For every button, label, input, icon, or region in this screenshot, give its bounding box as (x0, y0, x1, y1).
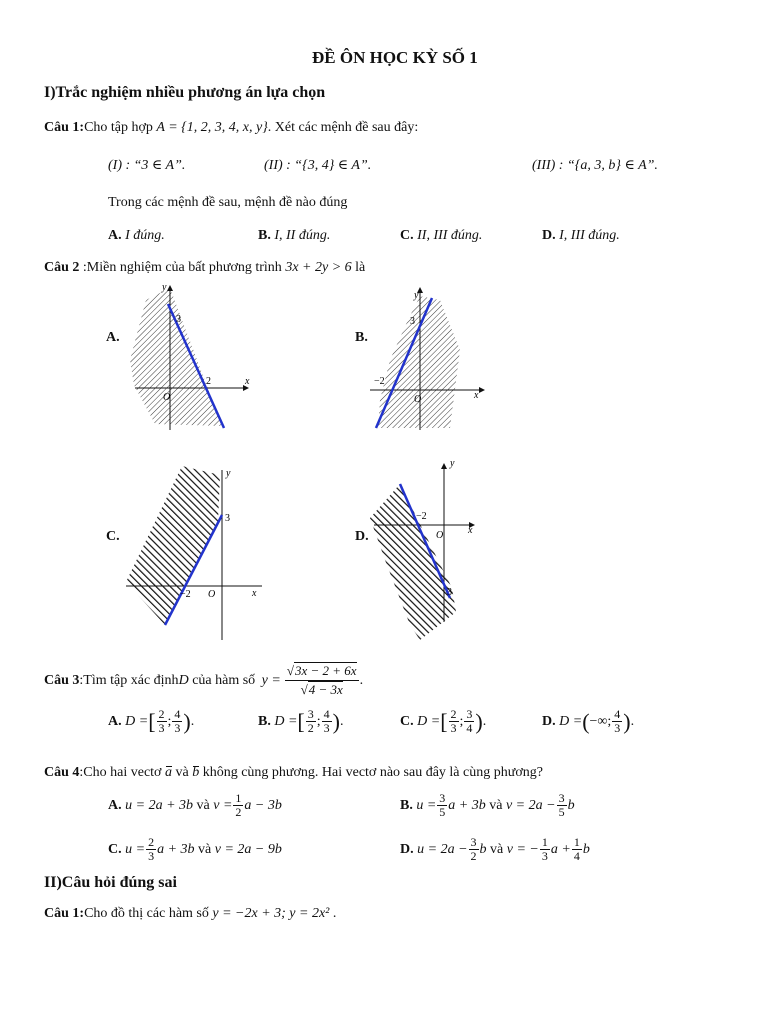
q3-option-a[interactable]: A. D = [ $\frac{2}{3}$ ; $\frac{4}{3}$ ) . (108, 707, 195, 735)
section-heading-true-false: II)Câu hỏi đúng sai (44, 874, 177, 891)
q2-label: Câu 2 (44, 260, 80, 275)
q3-text2: của hàm số (188, 672, 259, 688)
graph-c-origin-label: O (208, 589, 216, 600)
page-title: ĐỀ ÔN HỌC KỲ SỐ 1 (312, 48, 478, 67)
graph-d-tick-3: 3 (447, 587, 452, 598)
q4-option-b[interactable]: B. u = $\frac{3}{5}$ a + 3b và v = 2a − $\frac{3}{5}$ b (400, 791, 575, 819)
graph-a-x-label: x (245, 376, 250, 387)
graph-d-tick-neg2: −2 (416, 511, 427, 522)
graph-b-x-label: x (474, 390, 479, 401)
q1-option-b[interactable]: B. I, II đúng. (258, 228, 331, 243)
q1-text-b: . Xét các mệnh đề sau đây: (267, 120, 419, 135)
q1-option-c[interactable]: C. II, III đúng. (400, 228, 483, 243)
vector-a: a (164, 765, 172, 780)
q2-tail: là (351, 260, 366, 275)
q4-option-a[interactable]: A. u = 2a + 3b và v = $\frac{1}{2}$ a − 3b (108, 791, 282, 819)
graph-c-tick-3: 3 (225, 513, 230, 524)
q2-option-b-label[interactable]: B. (355, 330, 368, 345)
q2-text: :Miền nghiệm của bất phương trình (79, 260, 286, 275)
graph-b-tick-neg2: −2 (374, 376, 385, 387)
q1-statement-3: (III) : “{a, 3, b} ∈ A”. (532, 158, 658, 173)
graph-b-shaded-region (378, 296, 460, 428)
q2-option-c-label[interactable]: C. (106, 529, 120, 544)
q1-option-d[interactable]: D. I, III đúng. (542, 228, 620, 243)
q3-function-fraction: $\frac{√3x - 2 + 6x}{√4 - 3x}$ (286, 663, 357, 697)
graph-b-tick-3: 3 (410, 316, 415, 327)
graph-d-y-label: y (450, 458, 455, 469)
q2-option-a-label[interactable]: A. (106, 330, 120, 345)
graph-d-origin-label: O (436, 530, 444, 541)
graph-d-shaded-region (370, 484, 456, 640)
q4-option-c[interactable]: C. u = $\frac{2}{3}$ a + 3b và v = 2a − 9b (108, 835, 282, 863)
graph-b (370, 288, 484, 430)
q1-option-a[interactable]: A. I đúng. (108, 228, 165, 243)
q4-label: Câu 4 (44, 765, 80, 780)
graph-b-y-label: y (414, 290, 419, 301)
graph-b-origin-label: O (414, 394, 422, 405)
q1-text-a: Cho tập hợp (84, 120, 153, 135)
q2-inequality: 3x + 2y > 6 (285, 260, 352, 275)
q3-domain-symbol: D (178, 672, 189, 688)
graph-d-x-label: x (468, 525, 473, 536)
q1-prompt: Trong các mệnh đề sau, mệnh đề nào đúng (108, 195, 348, 210)
tf-q1-functions: y = −2x + 3; y = 2x² (212, 906, 330, 921)
q4-stem: Câu 4:Cho hai vectơ a và b không cùng phương. Hai vectơ nào sau đây là cùng phương? (44, 765, 543, 780)
q2-option-d-label[interactable]: D. (355, 529, 369, 544)
q3-label: Câu 3 (44, 672, 80, 688)
q1-label: Câu 1: (44, 120, 85, 135)
q1-statement-1: (I) : “3 ∈ A”. (108, 158, 186, 173)
graph-c-y-label: y (226, 468, 231, 479)
graph-c-x-label: x (252, 588, 257, 599)
graph-c (126, 466, 262, 640)
q1-statement-2: (II) : “{3, 4} ∈ A”. (264, 158, 372, 173)
q3-y: y = (261, 672, 281, 688)
graph-a-tick-3: 3 (176, 314, 181, 325)
q3-option-c[interactable]: C. D = [ $\frac{2}{3}$ ; $\frac{3}{4}$ ) . (400, 707, 487, 735)
tf-q1-stem: Câu 1:Cho đồ thị các hàm số y = −2x + 3; y = 2x² . (44, 906, 337, 921)
q4-option-d[interactable]: D. u = 2a − $\frac{3}{2}$ b và v = − $\frac{1}{3}$ a + $\frac{1}{4}$ b (400, 835, 590, 863)
vector-b: b (192, 765, 200, 780)
q3-denominator: 4 − 3x (308, 682, 343, 697)
q3-stem: Câu 3 :Tìm tập xác định D của hàm số y = $\frac{√3x - 2 + 6x}{√4 - 3x}$ . (44, 663, 364, 697)
graph-a-origin-label: O (163, 392, 171, 403)
q3-option-d[interactable]: D. D = ( −∞; $\frac{4}{3}$ ) . (542, 707, 635, 735)
q3-option-b[interactable]: B. D = [ $\frac{3}{2}$ ; $\frac{4}{3}$ ) . (258, 707, 344, 735)
graph-a-tick-2: 2 (206, 376, 211, 387)
graph-a-y-label: y (162, 282, 167, 293)
graph-a-shaded-region (130, 288, 222, 426)
graph-d (370, 458, 474, 640)
q3-numerator: 3x − 2 + 6x (294, 663, 357, 678)
q3-text: :Tìm tập xác định (79, 672, 179, 688)
graph-a (130, 282, 250, 430)
graph-c-tick-neg2: −2 (180, 589, 191, 600)
q1-set: A = {1, 2, 3, 4, x, y} (156, 120, 268, 135)
section-heading-multiple-choice: I)Trắc nghiệm nhiều phương án lựa chọn (44, 84, 326, 101)
tf-q1-label: Câu 1: (44, 906, 85, 921)
